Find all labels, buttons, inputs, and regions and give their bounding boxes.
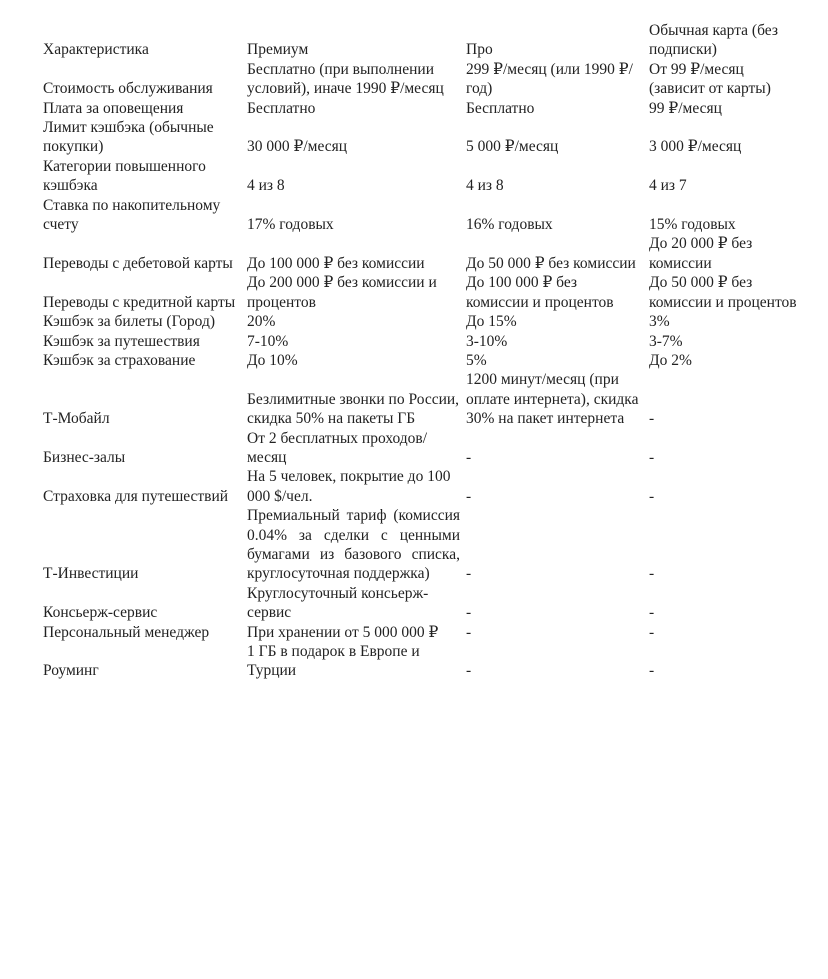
feature-cell: Т-Мобайл [43, 410, 110, 428]
premium-cell: 4 из 8 [247, 177, 285, 195]
pro-cell: - [466, 623, 472, 641]
header-premium: Премиум [247, 41, 309, 59]
feature-cell: Переводы с дебетовой карты [43, 254, 233, 272]
regular-cell: До 50 000 ₽ без комиссии и процентов [649, 274, 797, 311]
feature-cell: Страховка для путешествий [43, 487, 229, 505]
feature-cell: Т-Инвестиции [43, 565, 139, 583]
table-row [43, 60, 803, 99]
premium-cell: Безлимитные звонки по России, скидка 50% на пакеты ГБ [247, 390, 460, 428]
table-row [43, 351, 803, 370]
pro-cell: До 50 000 ₽ без комиссии [466, 254, 636, 272]
premium-cell: Бесплатно [247, 99, 316, 117]
premium-cell: Бесплатно (при выполнении условий), иначе 1990 ₽/месяц [247, 60, 444, 98]
feature-cell: Лимит кэшбэка (обычные покупки) [43, 119, 214, 156]
table-row [43, 157, 803, 196]
header-row [43, 21, 803, 60]
feature-cell: Кэшбэк за билеты (Город) [43, 313, 216, 331]
pro-cell: 4 из 8 [466, 177, 504, 195]
feature-cell: Консьерж-сервис [43, 604, 158, 622]
feature-cell: Кэшбэк за путешествия [43, 332, 200, 350]
header-feature: Характеристика [43, 41, 149, 59]
regular-cell: 3% [649, 313, 670, 331]
regular-cell: - [649, 604, 655, 622]
regular-cell: До 2% [649, 351, 692, 369]
feature-cell: Ставка по накопительному счету [43, 196, 221, 234]
table-row [43, 312, 803, 331]
pro-cell: До 100 000 ₽ без комиссии и процентов [466, 274, 614, 311]
feature-cell: Стоимость обслуживания [43, 80, 213, 98]
regular-cell: - [649, 565, 655, 583]
header-regular: Обычная карта (без подписки) [649, 22, 778, 59]
table-row [43, 273, 803, 312]
premium-cell: До 100 000 ₽ без комиссии [247, 254, 425, 272]
pro-cell: 16% годовых [466, 216, 553, 234]
regular-cell: От 99 ₽/месяц (зависит от карты) [649, 60, 771, 98]
regular-cell: До 20 000 ₽ без комиссии [649, 235, 753, 272]
pro-cell: - [466, 448, 472, 466]
table-row [43, 584, 803, 623]
table-row [43, 99, 803, 118]
pro-cell: Бесплатно [466, 99, 535, 117]
premium-cell: При хранении от 5 000 000 ₽ [247, 623, 439, 641]
premium-cell: Премиальный тариф (комиссия 0.04% за сделки с ценными бумагами из базового списка, круглосуточная поддержка) [247, 507, 460, 583]
pro-cell: 1200 минут/месяц (при оплате интернета), скидка 30% на пакет интернета [466, 371, 639, 428]
premium-cell: От 2 бесплатных проходов/месяц [247, 429, 428, 466]
premium-cell: 1 ГБ в подарок в Европе и Турции [247, 643, 420, 680]
premium-cell: 17% годовых [247, 216, 334, 234]
premium-cell: До 200 000 ₽ без комиссии и процентов [247, 274, 437, 311]
regular-cell: - [649, 410, 655, 428]
pro-cell: - [466, 662, 472, 680]
table-row [43, 118, 803, 157]
regular-cell: - [649, 448, 655, 466]
regular-cell: 4 из 7 [649, 177, 687, 195]
feature-cell: Персональный менеджер [43, 623, 210, 641]
premium-cell: Круглосуточный консьерж-сервис [247, 584, 429, 622]
regular-cell: - [649, 662, 655, 680]
table-row [43, 429, 803, 468]
premium-cell: 30 000 ₽/месяц [247, 138, 348, 156]
premium-cell: На 5 человек, покрытие до 100 000 $/чел. [247, 468, 451, 505]
comparison-table [43, 21, 803, 681]
regular-cell: 3-7% [649, 332, 683, 350]
pro-cell: - [466, 565, 472, 583]
pro-cell: До 15% [466, 313, 517, 331]
feature-cell: Роуминг [43, 662, 99, 680]
feature-cell: Категории повышенного кэшбэка [43, 157, 206, 195]
regular-cell: 15% годовых [649, 216, 736, 234]
pro-cell: 299 ₽/месяц (или 1990 ₽/год) [466, 60, 633, 98]
table-row [43, 467, 803, 506]
header-pro: Про [466, 41, 493, 59]
premium-cell: 20% [247, 313, 276, 331]
feature-cell: Кэшбэк за страхование [43, 351, 196, 369]
table-row [43, 642, 803, 681]
feature-cell: Переводы с кредитной карты [43, 293, 236, 311]
feature-cell: Плата за оповещения [43, 99, 184, 117]
table-row [43, 234, 803, 273]
premium-cell: До 10% [247, 351, 298, 369]
pro-cell: - [466, 604, 472, 622]
regular-cell: - [649, 623, 655, 641]
regular-cell: 99 ₽/месяц [649, 99, 722, 117]
table-row [43, 196, 803, 235]
table-row [43, 623, 803, 642]
pro-cell: - [466, 487, 472, 505]
feature-cell: Бизнес-залы [43, 448, 126, 466]
table-body [43, 60, 803, 681]
table-row [43, 370, 803, 428]
pro-cell: 5% [466, 351, 487, 369]
pro-cell: 5 000 ₽/месяц [466, 138, 559, 156]
regular-cell: - [649, 487, 655, 505]
regular-cell: 3 000 ₽/месяц [649, 138, 742, 156]
pro-cell: 3-10% [466, 332, 508, 350]
premium-cell: 7-10% [247, 332, 289, 350]
table-row [43, 332, 803, 351]
table-row [43, 506, 803, 584]
